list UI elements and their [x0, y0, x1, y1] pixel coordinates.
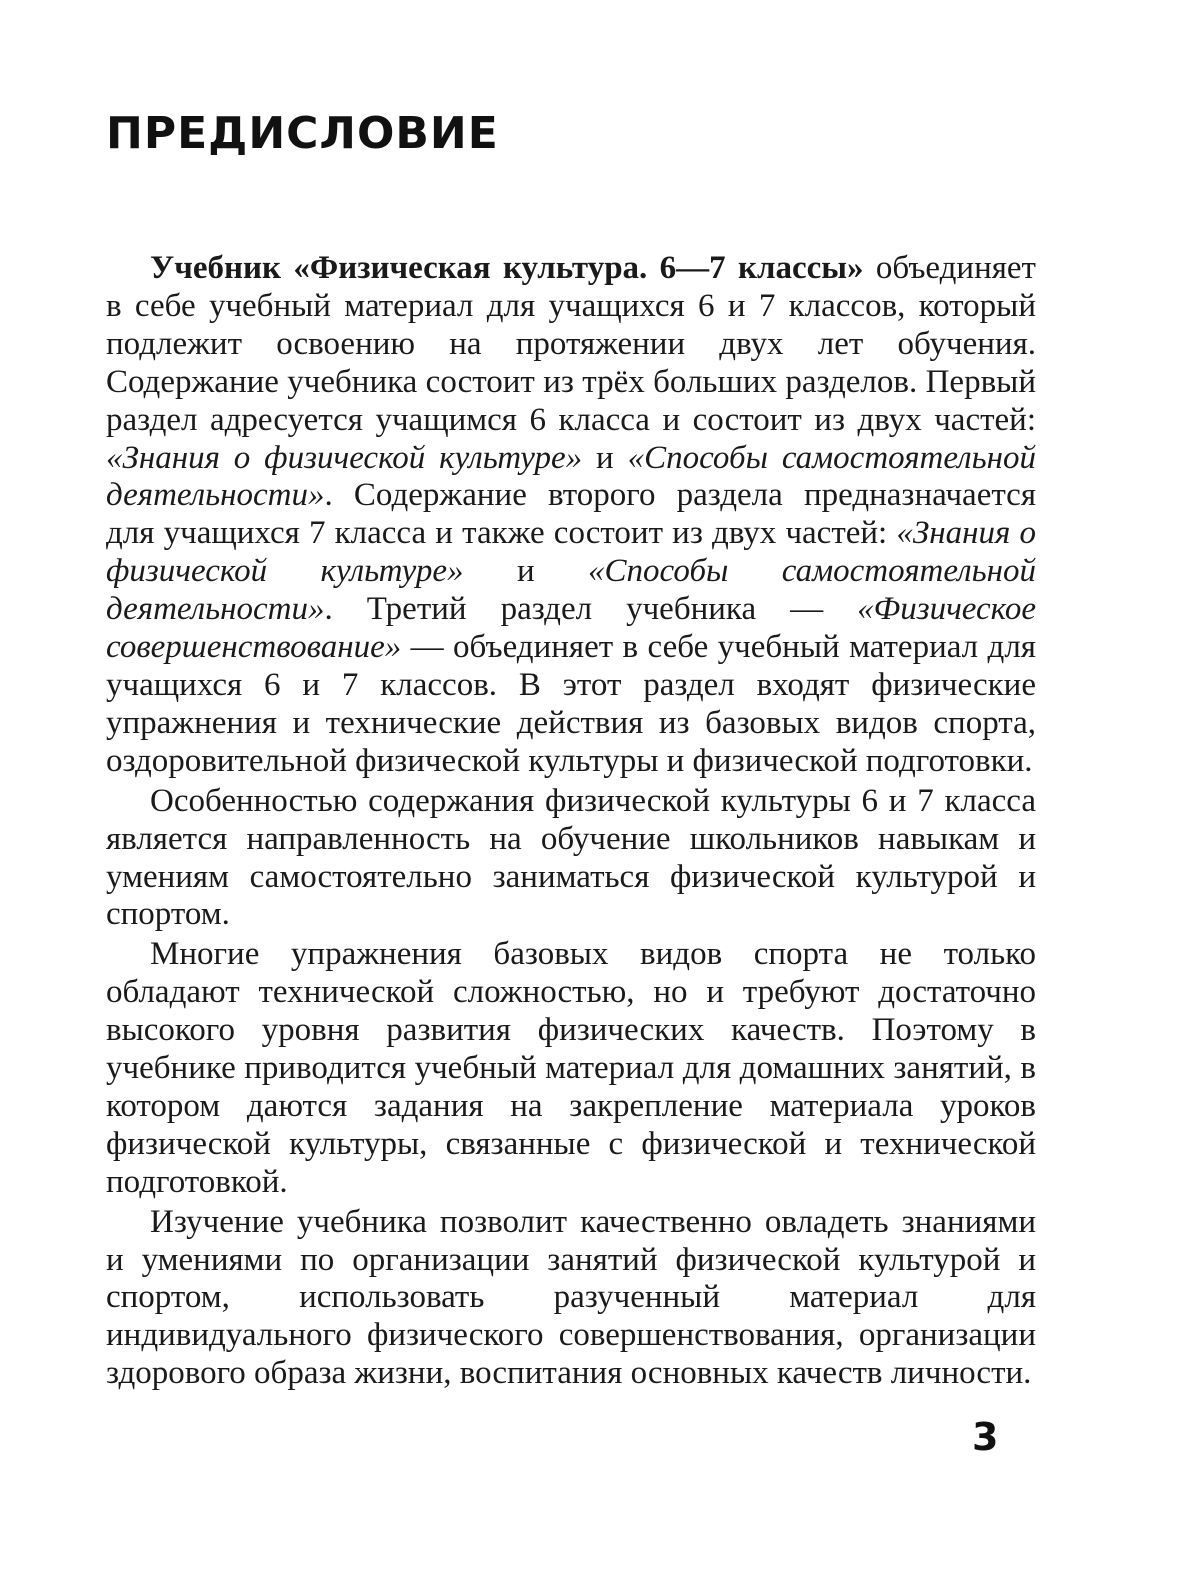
text-segment: «Знания о физической культуре»	[106, 439, 583, 476]
text-segment: и	[463, 553, 589, 590]
text-segment: Особенностью содержания физической культуры 6 и 7 класса является направленность на обучение школьников навыкам и умениям самостоятельно заниматься физической культурой и спортом.	[106, 782, 1036, 933]
text-segment: . Третий раздел учебника —	[324, 591, 858, 628]
preface-text	[106, 250, 1036, 1393]
page-title: ПРЕДИСЛОВИЕ	[106, 108, 499, 159]
text-segment: . Содержание второго раздела предназначается для учащихся 7 класса и также состоит из двух частей:	[106, 477, 1036, 552]
text-segment: «Способы самостоятельной деятельности»	[106, 439, 1036, 514]
text-segment: Изучение учебника позволит качественно овладеть знаниями и умениями по организации занятий физической культурой и спортом, использовать разученный материал для индивидуального физического совершенствования, организации здорового образа жизни, воспитания основных качеств личности.	[106, 1203, 1036, 1392]
paragraph-4	[106, 1204, 1036, 1394]
text-segment: — объединяет в себе учебный материал для учащихся 6 и 7 классов. В этот раздел входят физические упражнения и технические действия из базовых видов спорта, оздоровительной физической культуры и физической подготовки.	[106, 629, 1036, 779]
text-segment: Учебник «Физическая культура. 6—7 классы»	[150, 250, 864, 286]
text-segment: Многие упражнения базовых видов спорта не только обладают технической сложностью, но и требуют достаточно высокого уровня развития физических качеств. Поэтому в учебнике приводится учебный материал для домашних занятий, в котором даются задания на закрепление материала уроков физической культуры, связанные с физической и технической подготовкой.	[106, 936, 1036, 1200]
page-number: 3	[972, 1415, 999, 1459]
text-segment: «Физическое совершенствование»	[106, 591, 1036, 666]
paragraph-3	[106, 936, 1036, 1201]
text-segment: объединяет в себе учебный материал для учащихся 6 и 7 классов, который подлежит освоению на протяжении двух лет обучения. Содержание учебника состоит из трёх больших разделов. Первый раздел адресуется учащимся 6 класса и состоит из двух частей:	[106, 250, 1036, 438]
paragraph-1	[106, 250, 1036, 781]
paragraph-2	[106, 783, 1036, 935]
text-segment: «Способы самостоятельной деятельности»	[106, 553, 1036, 628]
text-segment: и	[582, 439, 628, 476]
text-segment: «Знания о физической культуре»	[106, 515, 1036, 590]
